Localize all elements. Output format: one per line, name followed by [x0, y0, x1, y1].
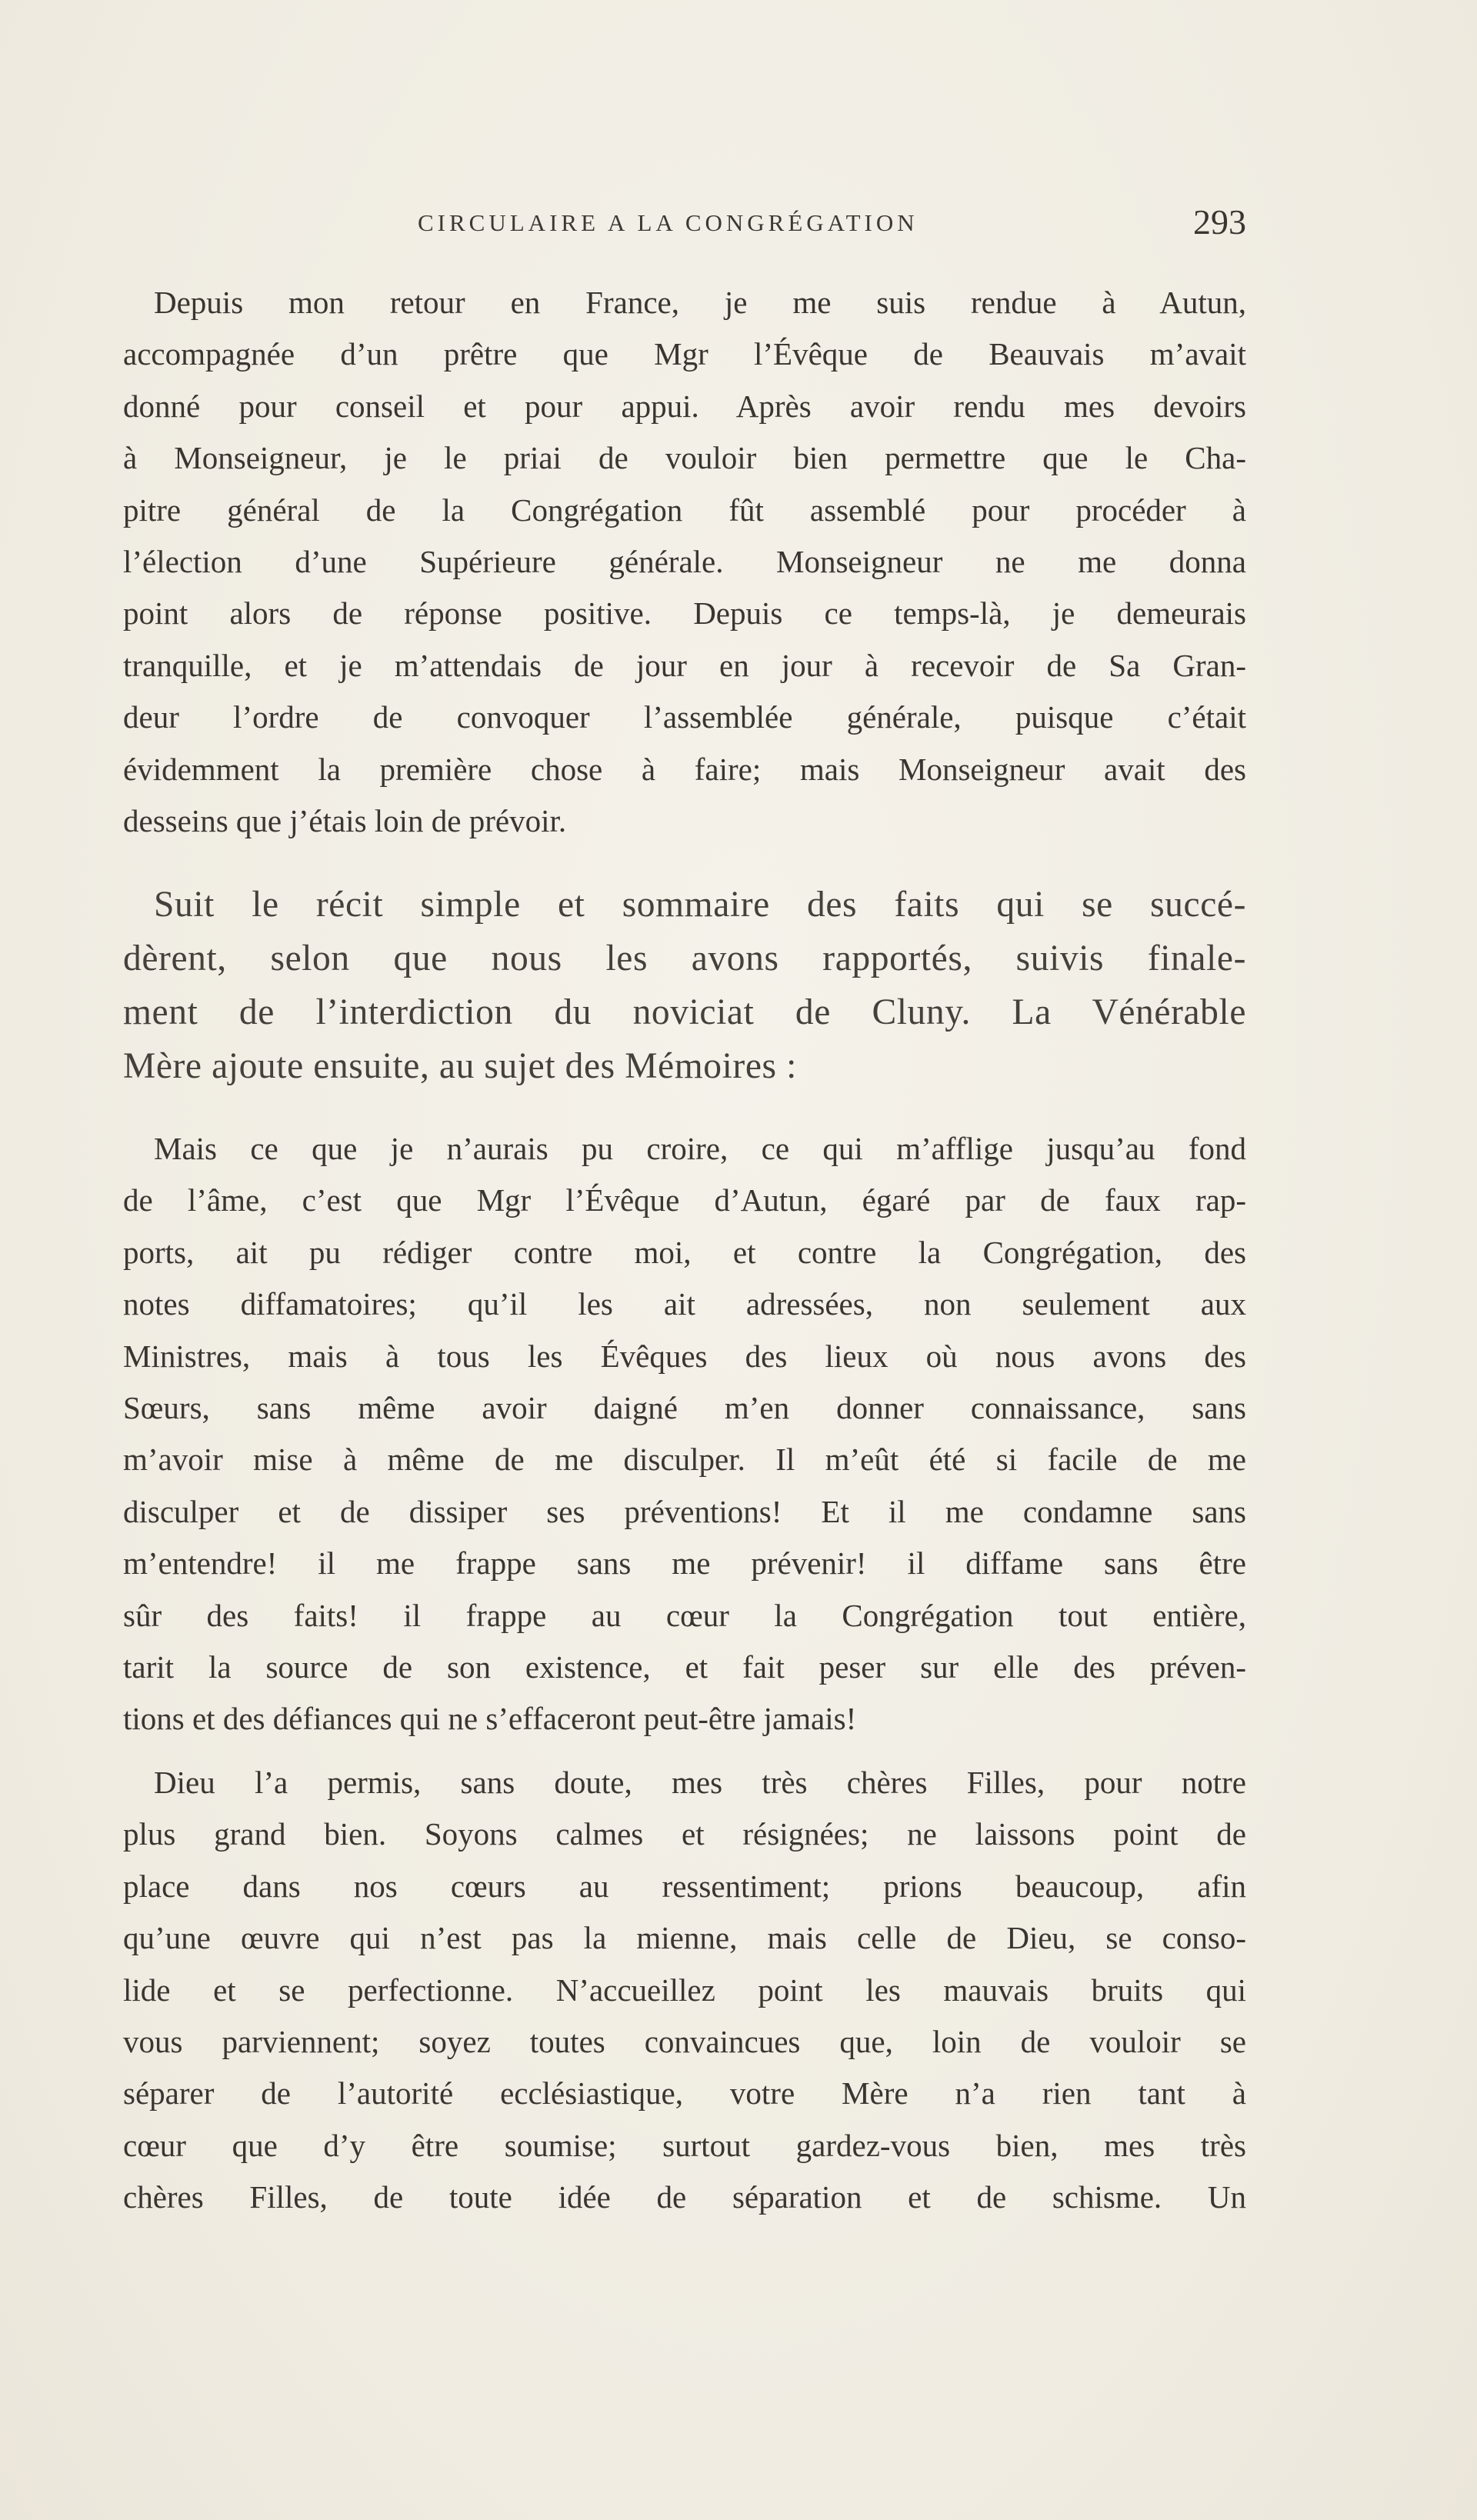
text-line: Sœurs, sans même avoir daigné m’en donner connaissance, sans: [123, 1390, 1246, 1426]
text-line: tarit la source de son existence, et fait peser sur elle des préven-: [123, 1649, 1246, 1685]
text-line: tions et des défiances qui ne s’effaceront peut-être jamais!: [123, 1701, 857, 1737]
text-line: tranquille, et je m’attendais de jour en jour à recevoir de Sa Gran-: [123, 647, 1246, 683]
text-line: ment de l’interdiction du noviciat de Cluny. La Vénérable: [123, 992, 1246, 1032]
text-line: desseins que j’étais loin de prévoir.: [123, 803, 567, 839]
text-line: ports, ait pu rédiger contre moi, et contre la Congrégation, des: [123, 1234, 1246, 1270]
text-line: Ministres, mais à tous les Évêques des lieux où nous avons des: [123, 1338, 1246, 1374]
text-line: cœur que d’y être soumise; surtout gardez-vous bien, mes très: [123, 2127, 1246, 2163]
text-line: Dieu l’a permis, sans doute, mes très chères Filles, pour notre: [154, 1765, 1246, 1800]
text-line: Mère ajoute ensuite, au sujet des Mémoires :: [123, 1046, 797, 1086]
text-line: Mais ce que je n’aurais pu croire, ce qui m’afflige jusqu’au fond: [154, 1131, 1246, 1166]
text-line: évidemment la première chose à faire; mais Monseigneur avait des: [123, 751, 1246, 787]
letter-paragraph-1: [123, 277, 1246, 847]
running-head: CIRCULAIRE A LA CONGRÉGATION: [418, 209, 919, 236]
letter-paragraph-3: [123, 1757, 1246, 2224]
text-line: m’avoir mise à même de me disculper. Il m’eût été si facile de me: [123, 1442, 1246, 1478]
text-line: lide et se perfectionne. N’accueillez point les mauvais bruits qui: [123, 1972, 1246, 2008]
text-line: dèrent, selon que nous les avons rapportés, suivis finale-: [123, 938, 1246, 978]
text-line: m’entendre! il me frappe sans me prévenir! il diffame sans être: [123, 1545, 1246, 1582]
text-line: notes diffamatoires; qu’il les ait adressées, non seulement aux: [123, 1286, 1246, 1322]
text-line: qu’une œuvre qui n’est pas la mienne, mais celle de Dieu, se conso-: [123, 1920, 1246, 1956]
text-line: l’élection d’une Supérieure générale. Monseigneur ne me donna: [123, 544, 1246, 580]
text-line: disculper et de dissiper ses préventions! Et il me condamne sans: [123, 1493, 1246, 1529]
narration-paragraph: [123, 878, 1246, 1093]
text-line: plus grand bien. Soyons calmes et résignées; ne laissons point de: [123, 1816, 1246, 1852]
text-line: accompagnée d’un prêtre que Mgr l’Évêque de Beauvais m’avait: [123, 336, 1246, 372]
page-header: [123, 202, 1246, 248]
text-line: à Monseigneur, je le priai de vouloir bien permettre que le Cha-: [123, 440, 1246, 476]
text-line: Suit le récit simple et sommaire des faits qui se succé-: [154, 885, 1246, 925]
text-line: deur l’ordre de convoquer l’assemblée générale, puisque c’était: [123, 699, 1246, 735]
text-line: séparer de l’autorité ecclésiastique, votre Mère n’a rien tant à: [123, 2075, 1246, 2112]
text-line: pitre général de la Congrégation fût assemblé pour procéder à: [123, 492, 1246, 528]
text-line: sûr des faits! il frappe au cœur la Congrégation tout entière,: [123, 1597, 1246, 1633]
page-number: 293: [1193, 202, 1246, 242]
text-line: point alors de réponse positive. Depuis ce temps-là, je demeurais: [123, 595, 1246, 632]
text-line: chères Filles, de toute idée de séparation et de schisme. Un: [123, 2179, 1246, 2215]
text-line: donné pour conseil et pour appui. Après avoir rendu mes devoirs: [123, 388, 1246, 424]
letter-paragraph-2: [123, 1123, 1246, 1745]
text-line: Depuis mon retour en France, je me suis rendue à Autun,: [154, 285, 1246, 320]
text-line: place dans nos cœurs au ressentiment; prions beaucoup, afin: [123, 1868, 1246, 1904]
text-line: de l’âme, c’est que Mgr l’Évêque d’Autun, égaré par de faux rap-: [123, 1182, 1246, 1218]
text-line: vous parviennent; soyez toutes convaincues que, loin de vouloir se: [123, 2024, 1246, 2060]
